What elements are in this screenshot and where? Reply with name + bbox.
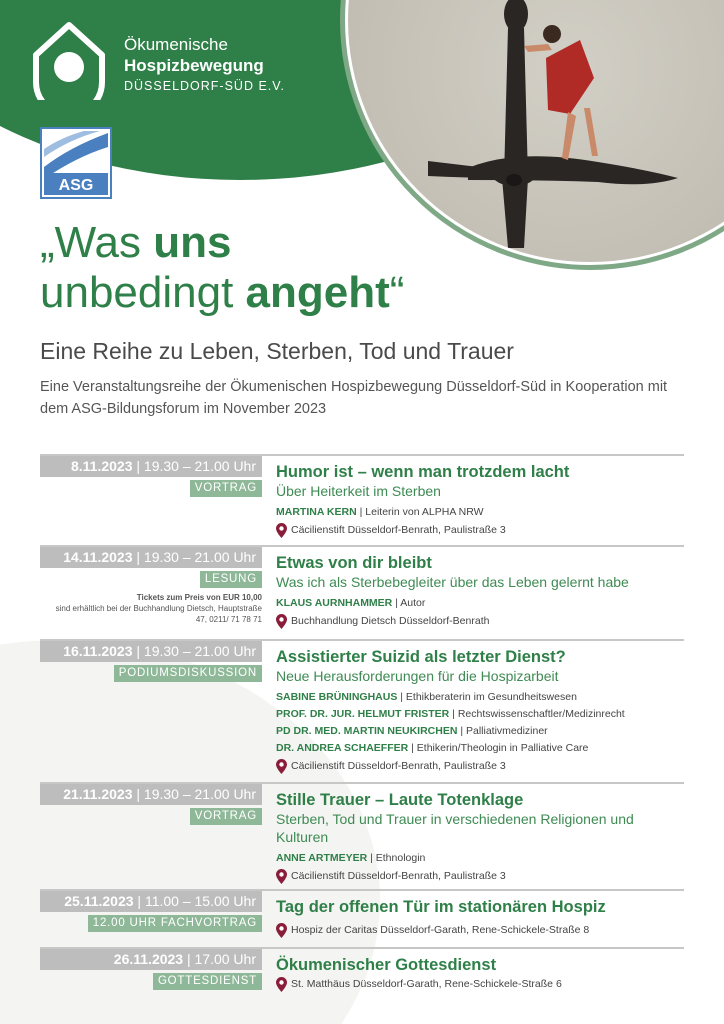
event-title: Stille Trauer – Laute Totenklage	[276, 791, 524, 809]
event-date-bar: 26.11.2023 | 17.00 Uhr	[40, 949, 262, 970]
event-subtitle: Was ich als Sterbebegleiter über das Leben gelernt habe	[276, 574, 629, 590]
location-pin-icon	[276, 977, 287, 992]
event-location: Buchhandlung Dietsch Düsseldorf-Benrath	[276, 612, 686, 630]
event-date-bar: 25.11.2023 | 11.00 – 15.00 Uhr	[40, 891, 262, 912]
event-type-badge: GOTTESDIENST	[153, 973, 262, 990]
location-pin-icon	[276, 614, 287, 629]
asg-logo-text: ASG	[58, 177, 94, 194]
event-subtitle: Sterben, Tod und Trauer in verschiedenen Religionen und Kulturen	[276, 811, 634, 845]
event-date-bar: 8.11.2023 | 19.30 – 21.00 Uhr	[40, 456, 262, 477]
event-type-badge: VORTRAG	[190, 480, 262, 497]
event-title: Assistierter Suizid als letzter Dienst?	[276, 648, 566, 666]
event-item	[40, 947, 684, 990]
event-location: Cäcilienstift Düsseldorf-Benrath, Paulistraße 3	[276, 521, 686, 539]
event-title: Etwas von dir bleibt	[276, 554, 432, 572]
asg-logo-icon	[40, 127, 112, 199]
event-subtitle: Neue Herausforderungen für die Hospizarbeit	[276, 668, 559, 684]
event-speaker: ANNE ARTMEYER | Ethnologin	[276, 852, 426, 864]
event-item	[40, 545, 684, 627]
event-location: St. Matthäus Düsseldorf-Garath, Rene-Schickele-Straße 6	[276, 975, 686, 993]
location-pin-icon	[276, 523, 287, 538]
event-date-bar: 21.11.2023 | 19.30 – 21.00 Uhr	[40, 784, 262, 805]
event-date-bar: 14.11.2023 | 19.30 – 21.00 Uhr	[40, 547, 262, 568]
event-speaker: PROF. DR. JUR. HELMUT FRISTER | Rechtswissenschaftler/Medizinrecht	[276, 708, 625, 720]
event-type-badge: PODIUMSDISKUSSION	[114, 665, 262, 682]
location-pin-icon	[276, 923, 287, 938]
event-location: Cäcilienstift Düsseldorf-Benrath, Paulistraße 3	[276, 757, 686, 775]
event-item	[40, 889, 684, 936]
location-pin-icon	[276, 759, 287, 774]
event-type-badge: 12.00 UHR FACHVORTRAG	[88, 915, 262, 932]
event-speaker: DR. ANDREA SCHAEFFER | Ethikerin/Theologin in Palliative Care	[276, 742, 589, 754]
page-subtitle: Eine Reihe zu Leben, Sterben, Tod und Trauer	[40, 338, 514, 364]
event-subtitle: Über Heiterkeit im Sterben	[276, 483, 441, 499]
event-speaker: SABINE BRÜNINGHAUS | Ethikberaterin im Gesundheitswesen	[276, 691, 577, 703]
event-type-badge: LESUNG	[200, 571, 262, 588]
event-title: Humor ist – wenn man trotzdem lacht	[276, 463, 570, 481]
event-item	[40, 782, 684, 882]
event-item	[40, 454, 684, 536]
event-speaker: PD DR. MED. MARTIN NEUKIRCHEN | Palliativmediziner	[276, 725, 548, 737]
location-pin-icon	[276, 869, 287, 884]
event-title: Ökumenischer Gottesdienst	[276, 956, 497, 974]
ticket-info: Tickets zum Preis von EUR 10,00 sind erhältlich bei der Buchhandlung Dietsch, Hauptstraße 47, 0211/ 71 78 71	[55, 593, 262, 624]
event-item	[40, 639, 684, 772]
event-title: Tag der offenen Tür im stationären Hospiz	[276, 898, 606, 916]
event-date-bar: 16.11.2023 | 19.30 – 21.00 Uhr	[40, 641, 262, 662]
event-speaker: MARTINA KERN | Leiterin von ALPHA NRW	[276, 506, 484, 518]
event-type-badge: VORTRAG	[190, 808, 262, 825]
intro-text: Eine Veranstaltungsreihe der Ökumenischen Hospizbewegung Düsseldorf-Süd in Kooperation mit dem ASG-Bildungsforum im November 2023	[40, 379, 668, 417]
event-location: Cäcilienstift Düsseldorf-Benrath, Paulistraße 3	[276, 867, 686, 885]
page-title: „Was uns unbedingt angeht“	[40, 218, 405, 317]
event-speaker: KLAUS AURNHAMMER | Autor	[276, 597, 426, 609]
org-name: Ökumenische Hospizbewegung DÜSSELDORF-SÜD E.V.	[124, 35, 285, 93]
hospiz-logo-icon	[33, 22, 105, 100]
event-location: Hospiz der Caritas Düsseldorf-Garath, Rene-Schickele-Straße 8	[276, 921, 686, 939]
